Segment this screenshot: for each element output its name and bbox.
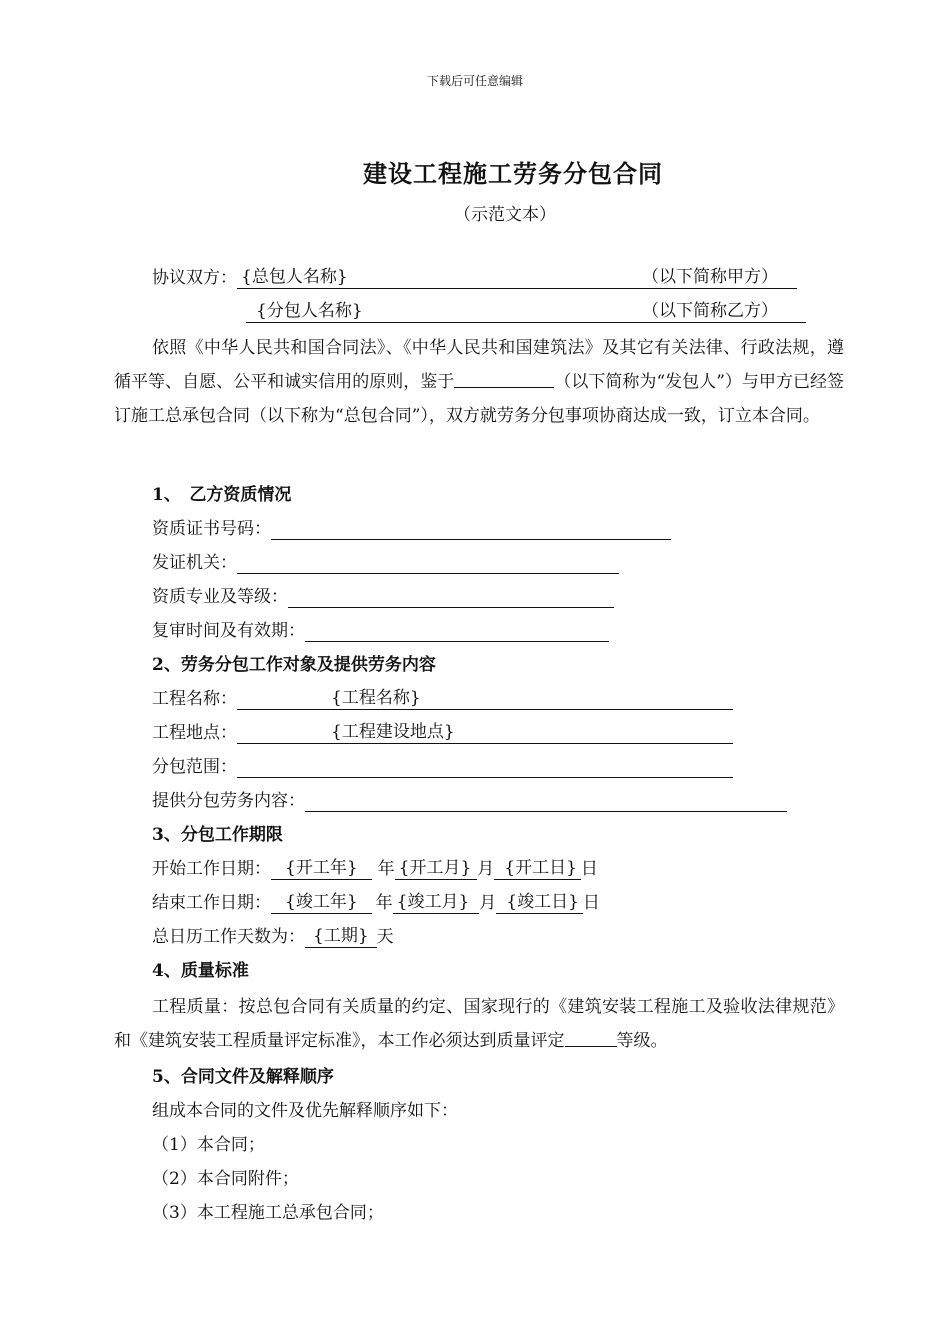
end-label: 结束工作日期： bbox=[152, 893, 271, 913]
quality-grade-blank bbox=[565, 1024, 617, 1047]
party-a-name: {总包人名称} bbox=[241, 267, 348, 287]
end-month-unit: 月 bbox=[479, 893, 497, 913]
location-line bbox=[152, 721, 733, 745]
section-3-heading: 3、分包工作期限 bbox=[152, 825, 283, 845]
section-4-heading: 4、质量标准 bbox=[152, 961, 249, 981]
quality-text-1: 工程质量：按总包合同有关质量的约定、国家现行的《建筑安装工程施工及验收法律规范》和《建筑安装工程质量评定标准》，本工作必须达到质量评定 bbox=[114, 997, 844, 1051]
list-item: （2）本合同附件； bbox=[152, 1169, 299, 1189]
header-note: 下载后可任意编辑 bbox=[426, 74, 523, 88]
section-1-heading: 1、 乙方资质情况 bbox=[152, 485, 292, 505]
cert-no-line bbox=[152, 517, 671, 541]
total-days-unit: 天 bbox=[376, 927, 394, 947]
content-label: 提供分包劳务内容： bbox=[152, 791, 305, 811]
party-b-name: {分包人名称} bbox=[256, 301, 363, 321]
issuer-field-blank bbox=[237, 551, 619, 574]
intro-part2: （以下简称为“发包人”）与甲方已经签订施工总承包合同（以下称为“总包合同”），双方就劳务分包事项协商达成一致，订立本合同。 bbox=[114, 372, 844, 426]
start-month: {开工月} bbox=[395, 857, 478, 880]
review-line bbox=[152, 619, 609, 643]
party-a-line bbox=[152, 266, 797, 290]
party-a-field bbox=[237, 266, 797, 289]
review-blank bbox=[305, 619, 609, 642]
party-a-alias: （以下简称甲方） bbox=[642, 267, 778, 287]
scope-line bbox=[152, 755, 733, 779]
order-intro: 组成本合同的文件及优先解释顺序如下： bbox=[152, 1101, 458, 1121]
section-2-heading: 2、劳务分包工作对象及提供劳务内容 bbox=[152, 655, 436, 675]
issuer-blank bbox=[454, 365, 554, 388]
cert-no-label: 资质证书号码： bbox=[152, 519, 271, 539]
project-name-line bbox=[152, 687, 733, 711]
issuer-label: 发证机关： bbox=[152, 553, 237, 573]
location-field bbox=[237, 721, 733, 744]
location-label: 工程地点： bbox=[152, 723, 237, 743]
parties-label: 协议双方： bbox=[152, 268, 237, 288]
content-blank bbox=[305, 789, 787, 812]
party-b-field bbox=[246, 300, 806, 323]
scope-blank bbox=[237, 755, 733, 778]
end-day: {竣工日} bbox=[496, 891, 583, 914]
content-line bbox=[152, 789, 787, 813]
end-year: {竣工年} bbox=[271, 891, 372, 914]
list-item: （3）本工程施工总承包合同； bbox=[152, 1203, 384, 1223]
list-item: （1）本合同； bbox=[152, 1135, 265, 1155]
project-name-value: {工程名称} bbox=[331, 688, 421, 708]
party-b-alias: （以下简称乙方） bbox=[642, 301, 778, 321]
project-name-label: 工程名称： bbox=[152, 689, 237, 709]
total-label: 总日历工作天数为： bbox=[152, 927, 305, 947]
document-subtitle: （示范文本） bbox=[454, 205, 556, 225]
quality-paragraph bbox=[114, 990, 844, 1058]
start-month-unit: 月 bbox=[477, 859, 495, 879]
grade-blank bbox=[288, 585, 614, 608]
end-day-unit: 日 bbox=[582, 893, 600, 913]
project-name-field bbox=[237, 687, 733, 710]
start-day: {开工日} bbox=[494, 857, 581, 880]
cert-no-blank bbox=[271, 517, 671, 540]
grade-label: 资质专业及等级： bbox=[152, 587, 288, 607]
issuer-line bbox=[152, 551, 619, 575]
end-month: {竣工月} bbox=[393, 891, 480, 914]
end-year-unit: 年 bbox=[375, 893, 393, 913]
start-year: {开工年} bbox=[271, 857, 372, 880]
total-days-line bbox=[152, 925, 394, 949]
quality-text-2: 等级。 bbox=[616, 1031, 668, 1051]
start-year-unit: 年 bbox=[377, 859, 395, 879]
review-label: 复审时间及有效期： bbox=[152, 621, 305, 641]
location-value: {工程建设地点} bbox=[331, 722, 455, 742]
intro-paragraph bbox=[114, 331, 844, 433]
total-days-value: {工期} bbox=[305, 925, 377, 948]
start-label: 开始工作日期： bbox=[152, 859, 271, 879]
start-day-unit: 日 bbox=[580, 859, 598, 879]
grade-line bbox=[152, 585, 614, 609]
end-date-line bbox=[152, 891, 600, 915]
intro-part1: 依照《中华人民共和国合同法》、《中华人民共和国建筑法》及其它有关法律、行政法规，遵循平等、自愿、公平和诚实信用的原则，鉴于 bbox=[114, 338, 844, 392]
start-date-line bbox=[152, 857, 598, 881]
section-5-heading: 5、合同文件及解释顺序 bbox=[152, 1067, 334, 1087]
document-title: 建设工程施工劳务分包合同 bbox=[363, 159, 663, 188]
party-b-line bbox=[246, 300, 806, 324]
scope-label: 分包范围： bbox=[152, 757, 237, 777]
